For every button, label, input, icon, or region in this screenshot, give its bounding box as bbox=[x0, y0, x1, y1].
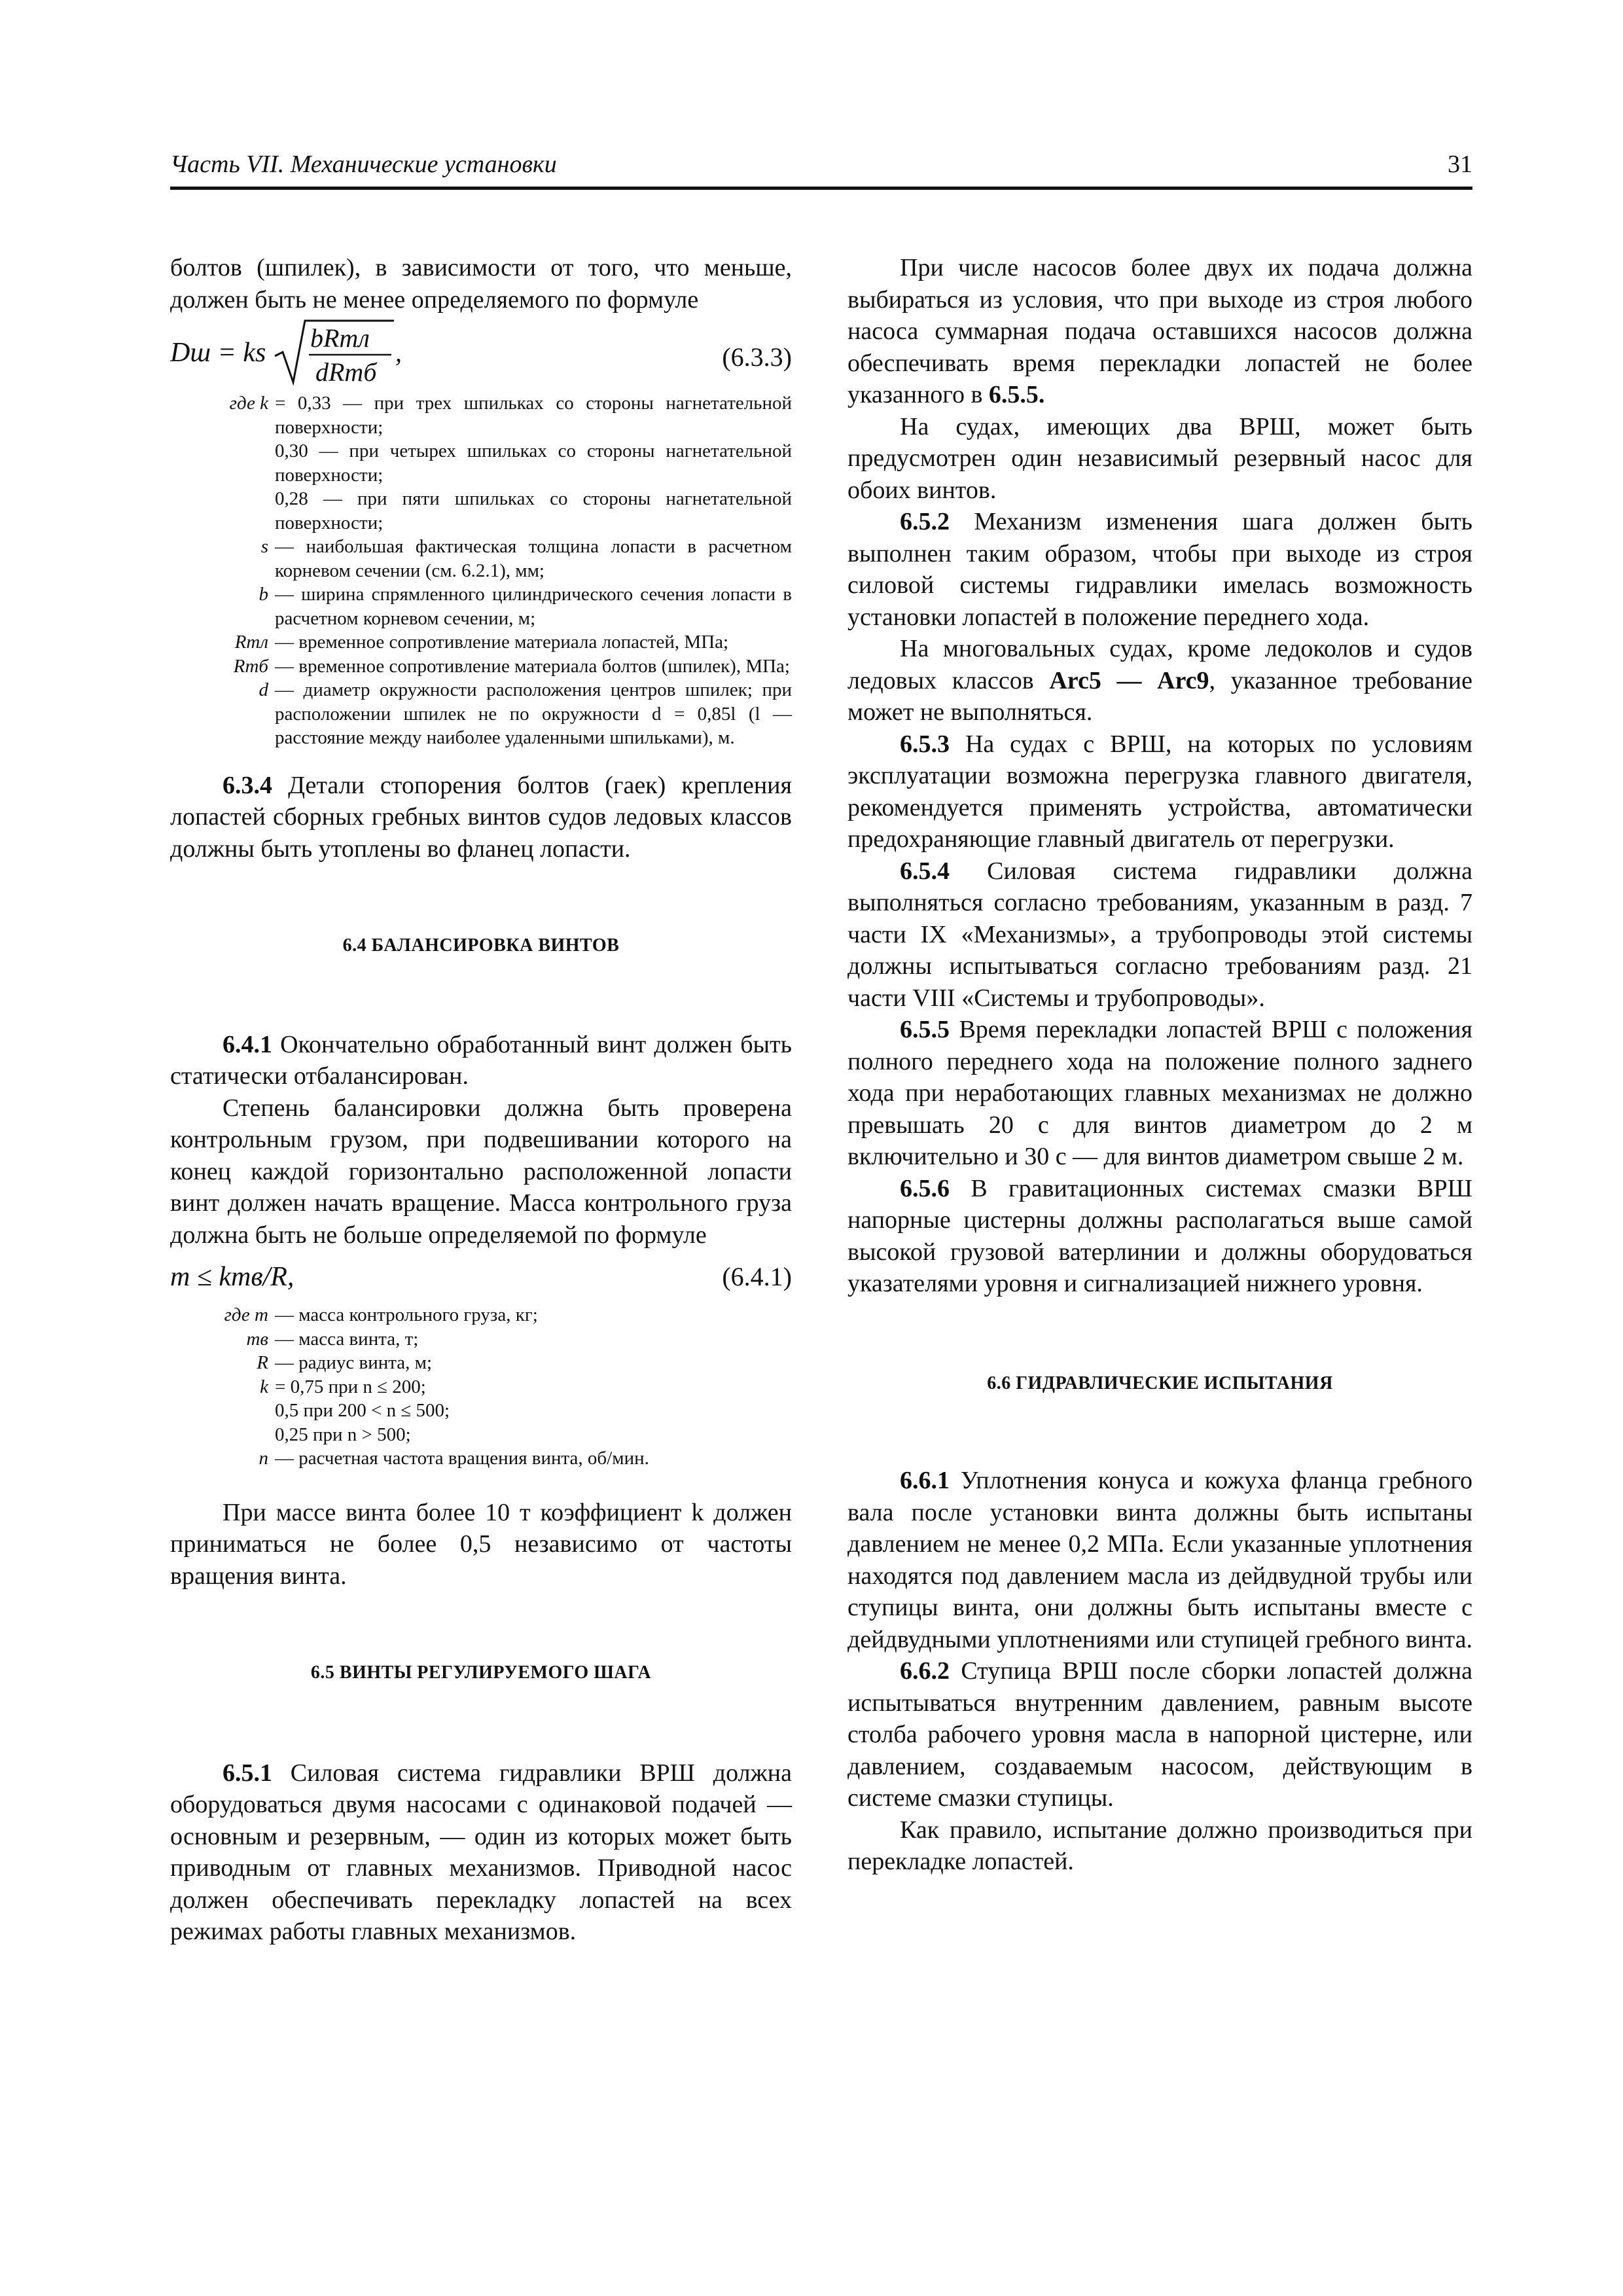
paragraph-6-5-2 bbox=[847, 506, 1472, 633]
clause-text: Силовая система гидравлики должна выполняться согласно требованиям, указанным в разд. 7 части IX «Механизмы», а трубопроводы этой системы должны испытываться согласно требованиям разд. 21 части VIII «Системы и трубопроводы». bbox=[847, 857, 1473, 1012]
definition-row bbox=[170, 1375, 792, 1399]
clause-text: Ступица ВРШ после сборки лопастей должна испытываться внутренним давлением, равным высоте столба рабочего уровня масла в напорной цистерне, или давлением, создаваемым насосом, действующим в системе смазки ступицы. bbox=[847, 1657, 1473, 1812]
clause-number: 6.6.2 bbox=[900, 1657, 950, 1685]
formula-denominator: dRmб bbox=[315, 357, 377, 387]
paragraph-6-3-4 bbox=[170, 770, 792, 865]
definition-text: — наибольшая фактическая толщина лопасти в расчетном корневом сечении (см. 6.2.1), мм; bbox=[275, 536, 792, 581]
definition-symbol: b bbox=[259, 584, 268, 605]
definition-row bbox=[170, 1446, 792, 1471]
paragraph-6-5-5 bbox=[847, 1014, 1472, 1173]
paragraph-testing: Как правило, испытание должно производиться при перекладке лопастей. bbox=[847, 1816, 1472, 1875]
definition-row bbox=[170, 1303, 792, 1327]
definition-row bbox=[170, 655, 792, 679]
section-heading-6-6: 6.6 ГИДРАВЛИЧЕСКИЕ ИСПЫТАНИЯ bbox=[987, 1372, 1333, 1393]
paragraph-intro: болтов (шпилек), в зависимости от того, что меньше, должен быть не менее определяемого по формуле bbox=[170, 254, 792, 314]
paragraph-6-5-4 bbox=[847, 855, 1472, 1014]
definition-row: 0,25 при n > 500; bbox=[275, 1424, 411, 1445]
clause-text: Детали стопорения болтов (гаек) крепления лопастей сборных гребных винтов судов ледовых классов должны быть утоплены во фланец лопасти. bbox=[170, 771, 792, 863]
clause-number: 6.6.1 bbox=[900, 1467, 950, 1494]
clause-text: В гравитационных системах смазки ВРШ напорные цистерны должны располагаться выше самой высокой грузовой ватерлинии и должны оборудоваться указателями уровня и сигнализацией нижнего уровня. bbox=[847, 1174, 1472, 1297]
clause-reference: 6.5.5. bbox=[988, 381, 1045, 408]
clause-text: На судах с ВРШ, на которых по условиям эксплуатации возможна перегрузка главного двигателя, рекомендуется применять устройства, автоматически предохраняющие главный двигатель от перегрузки. bbox=[847, 730, 1472, 853]
clause-number: 6.5.3 bbox=[900, 730, 950, 758]
definition-row: 0,30 — при четырех шпильках со стороны нагнетательной поверхности; bbox=[275, 440, 792, 486]
definition-text: — диаметр окружности расположения центров шпилек; при расположении шпилек не по окружности d = 0,85l (l — расстояние между наиболее удаленными шпильками), м. bbox=[275, 679, 792, 748]
definition-row bbox=[170, 1351, 792, 1375]
definition-symbol: Rmл bbox=[234, 632, 268, 653]
paragraph-6-6-1 bbox=[847, 1465, 1472, 1655]
definition-row bbox=[170, 1327, 792, 1352]
definition-row bbox=[170, 535, 792, 583]
equation-number: (6.3.3) bbox=[722, 342, 792, 372]
definition-text: = 0,33 — при трех шпильках со стороны нагнетательной поверхности; bbox=[275, 393, 792, 438]
ice-class-arc9: Arc9 bbox=[1157, 666, 1209, 694]
section-heading-6-5: 6.5 ВИНТЫ РЕГУЛИРУЕМОГО ШАГА bbox=[310, 1662, 652, 1683]
definition-text: — масса винта, т; bbox=[275, 1328, 419, 1350]
definition-row: 0,28 — при пяти шпильках со стороны нагнетательной поверхности; bbox=[275, 488, 792, 533]
clause-number: 6.5.5 bbox=[900, 1016, 950, 1043]
page-number: 31 bbox=[1448, 151, 1472, 178]
range-dash: — bbox=[1116, 666, 1142, 694]
definition-symbol: где m bbox=[224, 1304, 268, 1325]
left-column bbox=[170, 252, 792, 1948]
definition-row bbox=[170, 583, 792, 630]
definition-symbol: s bbox=[260, 536, 268, 557]
formula-text: m ≤ kmв/R, bbox=[170, 1262, 294, 1292]
definition-text: — радиус винта, м; bbox=[275, 1352, 433, 1373]
definition-text: = 0,75 при n ≤ 200; bbox=[275, 1376, 426, 1397]
clause-number: 6.5.1 bbox=[223, 1759, 272, 1787]
header-title: Часть VII. Механические установки bbox=[170, 151, 557, 178]
definition-text: — расчетная частота вращения винта, об/мин. bbox=[275, 1448, 649, 1469]
definition-text: — ширина спрямленного цилиндрического сечения лопасти в расчетном корневом сечении, м; bbox=[275, 584, 792, 629]
formula-lhs: Dш = ks bbox=[170, 338, 266, 368]
clause-text: Окончательно обработанный винт должен быть статически отбалансирован. bbox=[170, 1030, 792, 1090]
page-header bbox=[170, 147, 1472, 190]
equation-number: (6.4.1) bbox=[722, 1262, 792, 1291]
definition-symbol: Rmб bbox=[233, 655, 268, 677]
clause-text: Время перекладки лопастей ВРШ с положения полного переднего хода на положение полного заднего хода при неработающих главных механизмах не должно превышать 20 с для винтов диаметром до 2 м включительно и 30 с — для винтов диаметром свыше 2 м. bbox=[847, 1016, 1472, 1170]
formula-tail: , bbox=[395, 338, 402, 367]
formula-6-4-1 bbox=[170, 1261, 792, 1300]
clause-number: 6.3.4 bbox=[223, 771, 272, 799]
clause-text: Уплотнения конуса и кожуха фланца гребного вала после установки винта должны быть испытаны давлением не менее 0,2 МПа. Если указанные уплотнения находятся под давлением масла из дейдвудной трубы или ступицы винта, они должны быть испытаны вместе с дейдвудными уплотнениями или ступицей гребного винта. bbox=[847, 1467, 1473, 1653]
definition-text: — масса контрольного груза, кг; bbox=[275, 1304, 538, 1325]
right-column bbox=[847, 252, 1472, 1878]
paragraph-6-4-1 bbox=[170, 1029, 792, 1092]
paragraph-6-5-3 bbox=[847, 728, 1472, 855]
definition-row bbox=[170, 678, 792, 750]
definition-text: — временное сопротивление материала лопастей, МПа; bbox=[275, 632, 729, 653]
definition-symbol: где k bbox=[229, 393, 268, 414]
paragraph-pumps bbox=[847, 252, 1472, 411]
ice-class-arc5: Arc5 bbox=[1049, 666, 1101, 694]
clause-number: 6.5.2 bbox=[900, 508, 950, 535]
definition-symbol: n bbox=[259, 1448, 268, 1469]
formula-6-3-3-graphic bbox=[170, 315, 537, 389]
paragraph-balancing: Степень балансировки должна быть проверена контрольным грузом, при подвешивании которого на конец каждой горизонтально расположенной лопасти винт должен начать вращение. Масса контрольного груза должна быть не больше определяемой по формуле bbox=[170, 1094, 792, 1249]
paragraph-6-5-1 bbox=[170, 1757, 792, 1948]
clause-text: Механизм изменения шага должен быть выполнен таким образом, чтобы при выходе из строя силовой системы гидравлики имелась возможность установки лопастей в положение переднего хода. bbox=[847, 508, 1473, 631]
clause-number: 6.5.4 bbox=[900, 857, 950, 885]
paragraph-multishaft bbox=[847, 633, 1472, 728]
clause-text: Силовая система гидравлики ВРШ должна оборудоваться двумя насосами с одинаковой подачей — основным и резервным, — один из которых может быть приводным от главных механизмов. Приводной насос должен обеспечивать перекладку лопастей на всех режимах работы главных механизмов. bbox=[170, 1759, 792, 1945]
paragraph-mass: При массе винта более 10 т коэффициент k должен приниматься не более 0,5 независимо от частоты вращения винта. bbox=[170, 1498, 792, 1590]
definition-row bbox=[170, 391, 792, 439]
definition-row bbox=[170, 630, 792, 655]
formula-6-3-3 bbox=[170, 315, 792, 389]
paragraph-text: При числе насосов более двух их подача должна выбираться из условия, что при выходе из строя любого насоса суммарная подача оставшихся насосов должна обеспечивать время перекладки лопастей не более указанного в bbox=[847, 254, 1472, 408]
definition-symbol: R bbox=[257, 1352, 268, 1373]
paragraph-6-6-2 bbox=[847, 1655, 1472, 1814]
definition-row: 0,5 при 200 < n ≤ 500; bbox=[275, 1400, 450, 1421]
formula-numerator: bRmл bbox=[310, 323, 370, 353]
paragraph-text: На многовальных судах, кроме ледоколов и судов ледовых классов bbox=[847, 635, 1472, 694]
paragraph-text: , указанное требование может не выполняться. bbox=[847, 666, 1473, 726]
paragraph-two-cpp: На судах, имеющих два ВРШ, может быть предусмотрен один независимый резервный насос для обоих винтов. bbox=[847, 412, 1472, 504]
clause-number: 6.4.1 bbox=[223, 1030, 272, 1058]
definitions-6-4-1 bbox=[170, 1303, 792, 1471]
paragraph-6-5-6 bbox=[847, 1173, 1472, 1300]
definition-symbol: mв bbox=[246, 1328, 268, 1350]
clause-number: 6.5.6 bbox=[900, 1174, 950, 1202]
section-heading-6-4: 6.4 БАЛАНСИРОВКА ВИНТОВ bbox=[342, 935, 620, 956]
definitions-6-3-3 bbox=[170, 391, 792, 750]
definition-symbol: d bbox=[259, 679, 268, 700]
definition-text: — временное сопротивление материала болтов (шпилек), МПа; bbox=[275, 655, 790, 677]
definition-symbol: k bbox=[260, 1376, 268, 1397]
